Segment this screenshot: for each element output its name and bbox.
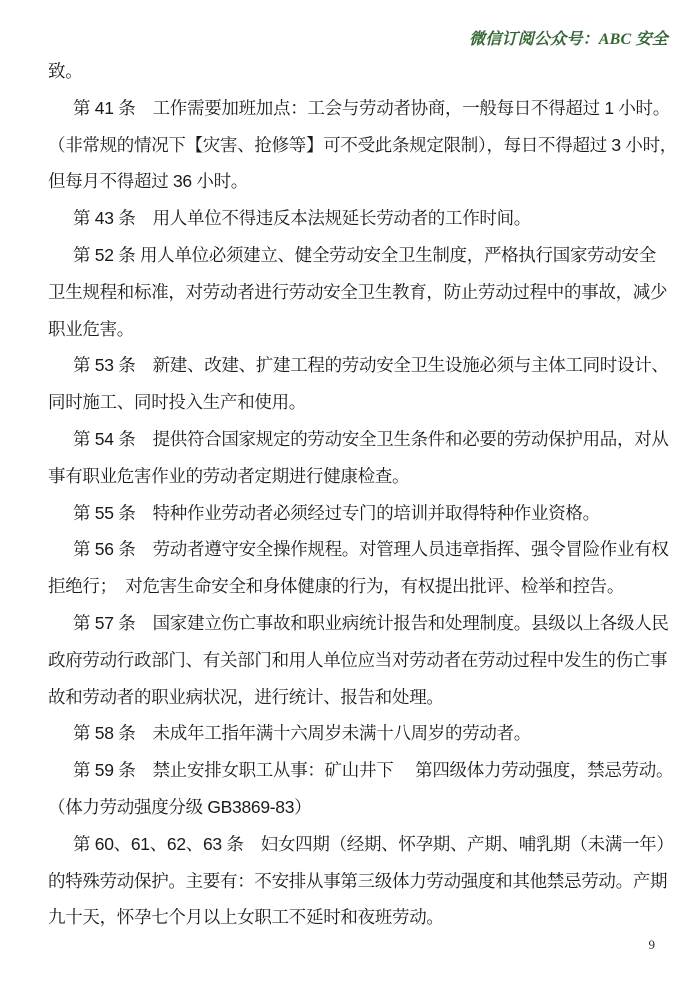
text-line: 第 52 条 用人单位必须建立、健全劳动安全卫生制度，严格执行国家劳动安全 [73, 244, 656, 265]
text-line: 第 57 条 国家建立伤亡事故和职业病统计报告和处理制度。县级以上各级人民 [73, 612, 669, 633]
paragraph [48, 421, 680, 495]
document-body [48, 53, 680, 936]
text-line: （非常规的情况下【灾害、抢修等】可不受此条规定限制），每日不得超过 3 小时， [48, 134, 678, 155]
text-line: 卫生规程和标准，对劳动者进行劳动安全卫生教育，防止劳动过程中的事故，减少 [48, 281, 668, 302]
text-line: 故和劳动者的职业病状况，进行统计、报告和处理。 [48, 686, 444, 707]
text-line: 第 53 条 新建、改建、扩建工程的劳动安全卫生设施必须与主体工同时设计、 [73, 355, 669, 376]
text-line: 第 59 条 禁止安排女职工从事：矿山井下 第四级体力劳动强度，禁忌劳动。 [73, 760, 674, 781]
paragraph [48, 237, 680, 347]
text-line: 事有职业危害作业的劳动者定期进行健康检查。 [48, 465, 410, 486]
text-line: 第 43 条 用人单位不得违反本法规延长劳动者的工作时间。 [73, 208, 531, 229]
text-line: 政府劳动行政部门、有关部门和用人单位应当对劳动者在劳动过程中发生的伤亡事 [48, 649, 668, 670]
paragraph [48, 53, 680, 90]
text-line: （体力劳动强度分级 GB3869-83） [48, 796, 312, 817]
text-line: 第 60、61、62、63 条 妇女四期（经期、怀孕期、产期、哺乳期（未满一年） [73, 833, 674, 854]
text-line: 职业危害。 [48, 318, 134, 339]
text-line: 同时施工、同时投入生产和使用。 [48, 392, 306, 413]
text-line: 的特殊劳动保护。主要有：不安排从事第三级体力劳动强度和其他禁忌劳动。产期 [48, 870, 668, 891]
paragraph [48, 90, 680, 200]
page-header [469, 26, 668, 49]
text-line: 第 41 条 工作需要加班加点：工会与劳动者协商，一般每日不得超过 1 小时。 [73, 97, 670, 118]
paragraph [48, 495, 680, 532]
paragraph [48, 531, 680, 605]
text-line: 第 56 条 劳动者遵守安全操作规程。对管理人员违章指挥、强令冒险作业有权 [73, 539, 669, 560]
wechat-publisher-label: 微信订阅公众号：ABC 安全 [469, 31, 668, 48]
paragraph [48, 715, 680, 752]
paragraph [48, 347, 680, 421]
text-line: 九十天，怀孕七个月以上女职工不延时和夜班劳动。 [48, 907, 444, 928]
text-line: 但每月不得超过 36 小时。 [48, 171, 248, 192]
text-line: 第 54 条 提供符合国家规定的劳动安全卫生条件和必要的劳动保护用品，对从 [73, 428, 669, 449]
paragraph [48, 605, 680, 715]
page-number: 9 [648, 937, 655, 952]
text-line: 拒绝行； 对危害生命安全和身体健康的行为，有权提出批评、检举和控告。 [48, 576, 625, 597]
text-line: 致。 [48, 61, 83, 81]
paragraph [48, 752, 680, 826]
paragraph [48, 826, 680, 936]
paragraph [48, 200, 680, 237]
text-line: 第 55 条 特种作业劳动者必须经过专门的培训并取得特种作业资格。 [73, 502, 600, 523]
text-line: 第 58 条 未成年工指年满十六周岁未满十八周岁的劳动者。 [73, 723, 531, 744]
page-footer [649, 936, 656, 954]
